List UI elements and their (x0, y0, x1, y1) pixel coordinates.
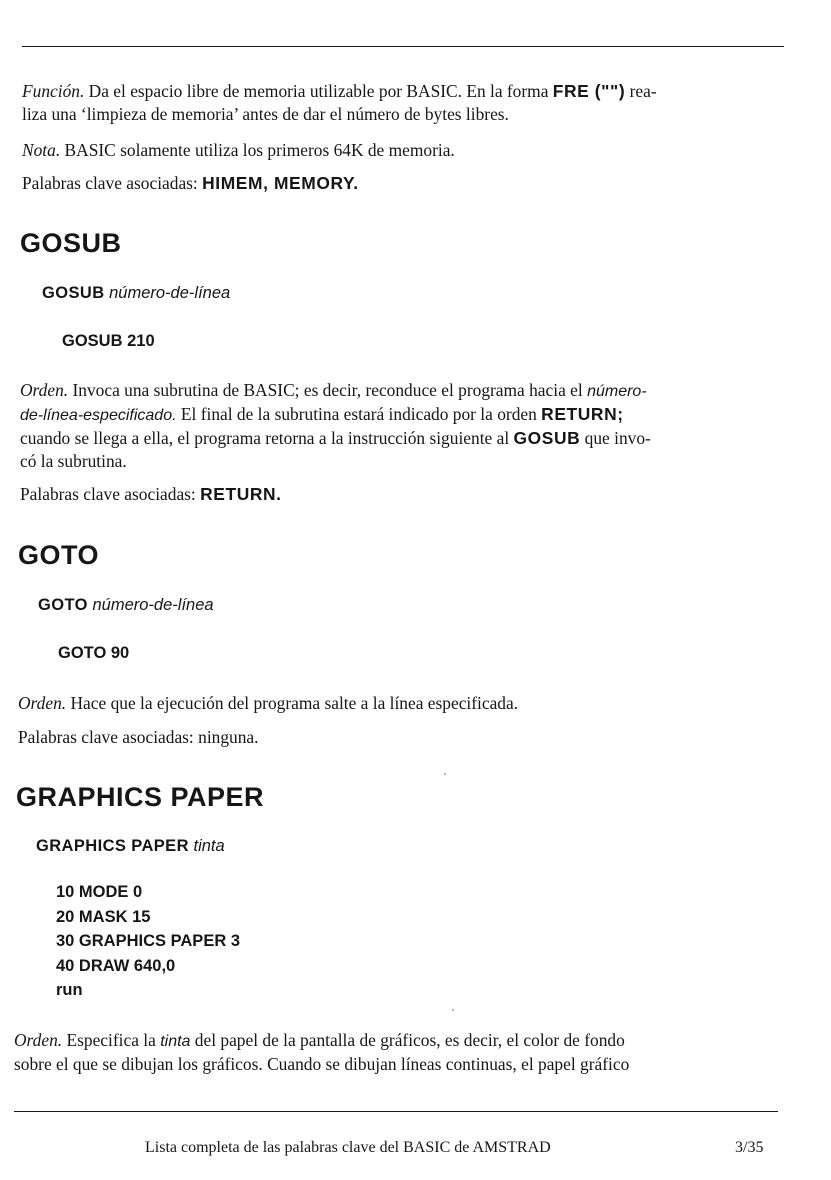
related-keyword-list: RETURN. (200, 484, 282, 504)
speck (452, 1009, 454, 1011)
footer-title: Lista completa de las palabras clave del BASIC de AMSTRAD (145, 1139, 551, 1156)
fre-keyword: FRE ("") (552, 81, 626, 101)
fre-related-keywords (22, 172, 784, 195)
code-line: 10 MODE 0 (56, 883, 143, 901)
funcion-label: Función. (22, 81, 85, 101)
bottom-rule (14, 1111, 778, 1112)
goto-related-keywords (18, 726, 782, 749)
desc-italic-term: de-línea-especificado. (20, 407, 177, 424)
graphics-paper-example (56, 880, 240, 1003)
desc-text: Hace que la ejecución del programa salte a la línea especificada. (70, 693, 519, 713)
desc-italic-term: tinta (160, 1033, 191, 1050)
related-keyword-list: HIMEM, MEMORY. (202, 173, 359, 193)
section-title-gosub: GOSUB (20, 228, 122, 258)
goto-example (58, 641, 129, 666)
related-label: Palabras clave asociadas: (20, 484, 196, 504)
code-line: GOTO 90 (58, 644, 130, 662)
code-line: 30 GRAPHICS PAPER 3 (56, 932, 240, 950)
funcion-text-2: liza una ‘limpieza de memoria’ antes de dar el número de bytes libres. (22, 104, 509, 124)
desc-text: que invo- (584, 428, 651, 448)
code-line: run (56, 981, 83, 999)
related-label: Palabras clave asociadas: (18, 727, 194, 747)
top-rule (22, 46, 784, 47)
orden-label: Orden. (20, 380, 69, 400)
funcion-text: Da el espacio libre de memoria utilizable por BASIC. En la forma (88, 81, 549, 101)
orden-label: Orden. (14, 1030, 63, 1050)
desc-text: sobre el que se dibujan los gráficos. Cuando se dibujan líneas continuas, el papel gráfico (14, 1054, 630, 1074)
orden-label: Orden. (18, 693, 67, 713)
gosub-related-keywords (20, 483, 782, 506)
funcion-text-hyphen: rea- (629, 81, 657, 101)
syntax-argument: número-de-línea (109, 284, 231, 302)
goto-description (18, 692, 782, 715)
nota-label: Nota. (22, 140, 61, 160)
gosub-description (20, 379, 784, 473)
desc-text: Invoca una subrutina de BASIC; es decir, reconduce el programa hacia el (72, 380, 583, 400)
desc-text: cuando se llega a ella, el programa retorna a la instrucción siguiente al (20, 428, 510, 448)
gosub-syntax (42, 284, 230, 303)
funcion-paragraph (22, 80, 784, 126)
goto-syntax (38, 596, 214, 615)
syntax-keyword: GRAPHICS PAPER (36, 837, 189, 855)
syntax-keyword: GOSUB (42, 284, 105, 302)
speck (444, 773, 446, 775)
related-label: Palabras clave asociadas: (22, 173, 198, 193)
graphics-paper-syntax (36, 837, 225, 856)
return-keyword: RETURN; (541, 404, 624, 424)
nota-paragraph (22, 139, 784, 162)
section-title-graphics-paper: GRAPHICS PAPER (16, 782, 265, 812)
code-line: GOSUB 210 (62, 332, 155, 350)
desc-text: Especifica la (66, 1030, 156, 1050)
related-keyword-list: ninguna. (198, 727, 259, 747)
desc-italic-term: número- (587, 383, 647, 400)
section-title-goto: GOTO (18, 540, 100, 570)
code-line: 40 DRAW 640,0 (56, 956, 176, 975)
nota-text: BASIC solamente utiliza los primeros 64K de memoria. (64, 140, 455, 160)
gosub-example (62, 329, 155, 354)
gosub-keyword: GOSUB (513, 428, 581, 448)
syntax-argument: número-de-línea (92, 596, 214, 614)
syntax-argument: tinta (193, 837, 225, 855)
desc-text: del papel de la pantalla de gráficos, es decir, el color de fondo (194, 1030, 625, 1050)
desc-text: El final de la subrutina estará indicado por la orden (180, 404, 537, 424)
graphics-paper-description (14, 1029, 780, 1076)
desc-text: có la subrutina. (20, 451, 127, 471)
page-number: 3/35 (735, 1139, 764, 1156)
syntax-keyword: GOTO (38, 596, 88, 614)
code-line: 20 MASK 15 (56, 907, 151, 926)
